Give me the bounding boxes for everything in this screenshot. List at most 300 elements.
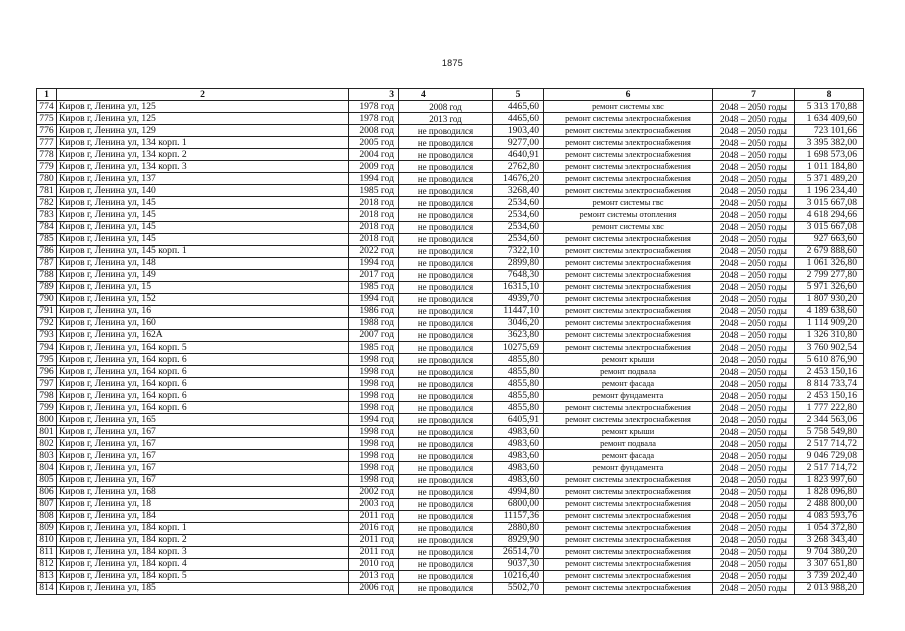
work-type-cell: ремонт системы хвс xyxy=(544,221,713,233)
commission-year-cell: 1985 год xyxy=(349,281,399,293)
repair-cost-cell: 2 453 150,16 xyxy=(795,390,864,402)
repair-cost-cell: 1 054 372,80 xyxy=(795,522,864,534)
repair-cost-cell: 5 971 326,60 xyxy=(795,281,864,293)
address-cell: Киров г, Ленина ул, 167 xyxy=(57,474,349,486)
address-cell: Киров г, Ленина ул, 145 xyxy=(57,233,349,245)
table-row xyxy=(37,113,864,125)
commission-year-cell: 2002 год xyxy=(349,486,399,498)
work-type-cell: ремонт системы отопления xyxy=(544,209,713,221)
repair-period-cell: 2048 – 2050 годы xyxy=(713,149,795,161)
last-repair-year-cell: не проводился xyxy=(399,522,493,534)
address-cell: Киров г, Ленина ул, 145 корп. 1 xyxy=(57,245,349,257)
address-cell: Киров г, Ленина ул, 167 xyxy=(57,426,349,438)
commission-year-cell: 1994 год xyxy=(349,293,399,305)
repair-period-cell: 2048 – 2050 годы xyxy=(713,233,795,245)
total-area-cell: 2534,60 xyxy=(493,209,544,221)
total-area-cell: 3623,80 xyxy=(493,329,544,341)
repair-cost-cell: 3 395 382,00 xyxy=(795,137,864,149)
work-type-cell: ремонт системы электроснабжения xyxy=(544,293,713,305)
last-repair-year-cell: не проводился xyxy=(399,221,493,233)
repair-cost-cell: 9 704 380,20 xyxy=(795,546,864,558)
repair-period-cell: 2048 – 2050 годы xyxy=(713,173,795,185)
last-repair-year-cell: не проводился xyxy=(399,185,493,197)
repair-cost-cell: 1 114 909,20 xyxy=(795,317,864,329)
table-row xyxy=(37,293,864,305)
row-number-cell: 809 xyxy=(37,522,57,534)
repair-period-cell: 2048 – 2050 годы xyxy=(713,378,795,390)
work-type-cell: ремонт фундамента xyxy=(544,462,713,474)
header-cell: 6 xyxy=(544,89,713,101)
row-number-cell: 807 xyxy=(37,498,57,510)
repair-cost-cell: 3 268 343,40 xyxy=(795,534,864,546)
work-type-cell: ремонт системы электроснабжения xyxy=(544,498,713,510)
address-cell: Киров г, Ленина ул, 184 корп. 3 xyxy=(57,546,349,558)
row-number-cell: 778 xyxy=(37,149,57,161)
repair-cost-cell: 5 371 489,20 xyxy=(795,173,864,185)
row-number-cell: 795 xyxy=(37,354,57,366)
address-cell: Киров г, Ленина ул, 164 корп. 5 xyxy=(57,341,349,353)
header-cell: 8 xyxy=(795,89,864,101)
last-repair-year-cell: 2008 год xyxy=(399,101,493,113)
commission-year-cell: 1998 год xyxy=(349,426,399,438)
repair-cost-cell: 5 610 876,90 xyxy=(795,354,864,366)
commission-year-cell: 1998 год xyxy=(349,390,399,402)
row-number-cell: 792 xyxy=(37,317,57,329)
address-cell: Киров г, Ленина ул, 167 xyxy=(57,462,349,474)
repair-period-cell: 2048 – 2050 годы xyxy=(713,329,795,341)
commission-year-cell: 1994 год xyxy=(349,257,399,269)
address-cell: Киров г, Ленина ул, 160 xyxy=(57,317,349,329)
repair-cost-cell: 4 618 294,66 xyxy=(795,209,864,221)
repair-period-cell: 2048 – 2050 годы xyxy=(713,257,795,269)
work-type-cell: ремонт подвала xyxy=(544,438,713,450)
repair-period-cell: 2048 – 2050 годы xyxy=(713,317,795,329)
last-repair-year-cell: не проводился xyxy=(399,137,493,149)
repair-cost-cell: 2 013 988,20 xyxy=(795,582,864,594)
row-number-cell: 786 xyxy=(37,245,57,257)
repair-period-cell: 2048 – 2050 годы xyxy=(713,101,795,113)
total-area-cell: 6405,91 xyxy=(493,414,544,426)
total-area-cell: 6800,00 xyxy=(493,498,544,510)
repair-cost-cell: 5 758 549,80 xyxy=(795,426,864,438)
address-cell: Киров г, Ленина ул, 16 xyxy=(57,305,349,317)
header-cell: 7 xyxy=(713,89,795,101)
last-repair-year-cell: не проводился xyxy=(399,546,493,558)
work-type-cell: ремонт системы электроснабжения xyxy=(544,257,713,269)
repair-period-cell: 2048 – 2050 годы xyxy=(713,558,795,570)
work-type-cell: ремонт системы электроснабжения xyxy=(544,149,713,161)
repair-period-cell: 2048 – 2050 годы xyxy=(713,498,795,510)
commission-year-cell: 2016 год xyxy=(349,522,399,534)
total-area-cell: 4465,60 xyxy=(493,113,544,125)
address-cell: Киров г, Ленина ул, 148 xyxy=(57,257,349,269)
row-number-cell: 805 xyxy=(37,474,57,486)
repair-period-cell: 2048 – 2050 годы xyxy=(713,390,795,402)
table-row xyxy=(37,257,864,269)
total-area-cell: 2534,60 xyxy=(493,221,544,233)
total-area-cell: 1903,40 xyxy=(493,125,544,137)
table-row xyxy=(37,462,864,474)
row-number-cell: 793 xyxy=(37,329,57,341)
address-cell: Киров г, Ленина ул, 15 xyxy=(57,281,349,293)
repair-period-cell: 2048 – 2050 годы xyxy=(713,354,795,366)
address-cell: Киров г, Ленина ул, 164 корп. 6 xyxy=(57,354,349,366)
address-cell: Киров г, Ленина ул, 185 xyxy=(57,582,349,594)
header-cell: 2 xyxy=(57,89,349,101)
last-repair-year-cell: не проводился xyxy=(399,329,493,341)
row-number-cell: 801 xyxy=(37,426,57,438)
row-number-cell: 796 xyxy=(37,366,57,378)
header-cell: 3 xyxy=(349,89,399,101)
address-cell: Киров г, Ленина ул, 134 корп. 2 xyxy=(57,149,349,161)
commission-year-cell: 2008 год xyxy=(349,125,399,137)
repair-period-cell: 2048 – 2050 годы xyxy=(713,293,795,305)
table-row xyxy=(37,426,864,438)
total-area-cell: 16315,10 xyxy=(493,281,544,293)
total-area-cell: 4994,80 xyxy=(493,486,544,498)
repair-cost-cell: 1 634 409,60 xyxy=(795,113,864,125)
commission-year-cell: 2006 год xyxy=(349,582,399,594)
work-type-cell: ремонт системы электроснабжения xyxy=(544,233,713,245)
total-area-cell: 9037,30 xyxy=(493,558,544,570)
address-cell: Киров г, Ленина ул, 164 корп. 6 xyxy=(57,390,349,402)
total-area-cell: 9277,00 xyxy=(493,137,544,149)
commission-year-cell: 1985 год xyxy=(349,341,399,353)
row-number-cell: 800 xyxy=(37,414,57,426)
last-repair-year-cell: не проводился xyxy=(399,570,493,582)
table-row xyxy=(37,378,864,390)
row-number-cell: 797 xyxy=(37,378,57,390)
table-row xyxy=(37,173,864,185)
commission-year-cell: 2018 год xyxy=(349,221,399,233)
address-cell: Киров г, Ленина ул, 145 xyxy=(57,221,349,233)
work-type-cell: ремонт системы электроснабжения xyxy=(544,137,713,149)
repair-period-cell: 2048 – 2050 годы xyxy=(713,462,795,474)
last-repair-year-cell: не проводился xyxy=(399,173,493,185)
header-cell: 1 xyxy=(37,89,57,101)
commission-year-cell: 1998 год xyxy=(349,354,399,366)
address-cell: Киров г, Ленина ул, 165 xyxy=(57,414,349,426)
commission-year-cell: 1994 год xyxy=(349,173,399,185)
last-repair-year-cell: не проводился xyxy=(399,245,493,257)
repair-cost-cell: 1 011 184,80 xyxy=(795,161,864,173)
address-cell: Киров г, Ленина ул, 167 xyxy=(57,450,349,462)
work-type-cell: ремонт системы электроснабжения xyxy=(544,161,713,173)
commission-year-cell: 1998 год xyxy=(349,378,399,390)
repair-cost-cell: 2 453 150,16 xyxy=(795,366,864,378)
commission-year-cell: 1978 год xyxy=(349,101,399,113)
total-area-cell: 4983,60 xyxy=(493,462,544,474)
header-cell: 4 xyxy=(399,89,493,101)
work-type-cell: ремонт системы электроснабжения xyxy=(544,474,713,486)
work-type-cell: ремонт системы электроснабжения xyxy=(544,305,713,317)
total-area-cell: 4983,60 xyxy=(493,438,544,450)
row-number-cell: 784 xyxy=(37,221,57,233)
repair-period-cell: 2048 – 2050 годы xyxy=(713,426,795,438)
commission-year-cell: 2018 год xyxy=(349,209,399,221)
repair-period-cell: 2048 – 2050 годы xyxy=(713,305,795,317)
total-area-cell: 4983,60 xyxy=(493,474,544,486)
repair-period-cell: 2048 – 2050 годы xyxy=(713,582,795,594)
address-cell: Киров г, Ленина ул, 152 xyxy=(57,293,349,305)
table-row xyxy=(37,161,864,173)
total-area-cell: 4939,70 xyxy=(493,293,544,305)
row-number-cell: 790 xyxy=(37,293,57,305)
table-row xyxy=(37,354,864,366)
repair-period-cell: 2048 – 2050 годы xyxy=(713,450,795,462)
last-repair-year-cell: не проводился xyxy=(399,366,493,378)
commission-year-cell: 1998 год xyxy=(349,474,399,486)
repair-period-cell: 2048 – 2050 годы xyxy=(713,510,795,522)
commission-year-cell: 1986 год xyxy=(349,305,399,317)
commission-year-cell: 2011 год xyxy=(349,510,399,522)
work-type-cell: ремонт системы электроснабжения xyxy=(544,558,713,570)
repair-period-cell: 2048 – 2050 годы xyxy=(713,366,795,378)
last-repair-year-cell: не проводился xyxy=(399,149,493,161)
work-type-cell: ремонт системы электроснабжения xyxy=(544,113,713,125)
total-area-cell: 4855,80 xyxy=(493,354,544,366)
work-type-cell: ремонт системы электроснабжения xyxy=(544,582,713,594)
address-cell: Киров г, Ленина ул, 184 корп. 4 xyxy=(57,558,349,570)
last-repair-year-cell: не проводился xyxy=(399,534,493,546)
work-type-cell: ремонт системы электроснабжения xyxy=(544,329,713,341)
total-area-cell: 4983,60 xyxy=(493,426,544,438)
work-type-cell: ремонт системы электроснабжения xyxy=(544,269,713,281)
total-area-cell: 4640,91 xyxy=(493,149,544,161)
last-repair-year-cell: не проводился xyxy=(399,305,493,317)
last-repair-year-cell: не проводился xyxy=(399,197,493,209)
table-row xyxy=(37,438,864,450)
repair-cost-cell: 1 823 997,60 xyxy=(795,474,864,486)
repair-cost-cell: 1 828 096,80 xyxy=(795,486,864,498)
repair-period-cell: 2048 – 2050 годы xyxy=(713,185,795,197)
total-area-cell: 2534,60 xyxy=(493,233,544,245)
address-cell: Киров г, Ленина ул, 184 корп. 5 xyxy=(57,570,349,582)
table-row xyxy=(37,149,864,161)
commission-year-cell: 1994 год xyxy=(349,414,399,426)
table-row xyxy=(37,233,864,245)
work-type-cell: ремонт крыши xyxy=(544,426,713,438)
row-number-cell: 777 xyxy=(37,137,57,149)
last-repair-year-cell: не проводился xyxy=(399,474,493,486)
address-cell: Киров г, Ленина ул, 134 корп. 1 xyxy=(57,137,349,149)
commission-year-cell: 1998 год xyxy=(349,402,399,414)
address-cell: Киров г, Ленина ул, 162А xyxy=(57,329,349,341)
table-row xyxy=(37,534,864,546)
total-area-cell: 2762,80 xyxy=(493,161,544,173)
repair-cost-cell: 4 189 638,60 xyxy=(795,305,864,317)
repair-cost-cell: 2 799 277,80 xyxy=(795,269,864,281)
last-repair-year-cell: не проводился xyxy=(399,233,493,245)
total-area-cell: 4855,80 xyxy=(493,378,544,390)
total-area-cell: 7322,10 xyxy=(493,245,544,257)
table-row xyxy=(37,125,864,137)
table-row xyxy=(37,341,864,353)
total-area-cell: 14676,20 xyxy=(493,173,544,185)
total-area-cell: 4983,60 xyxy=(493,450,544,462)
commission-year-cell: 1988 год xyxy=(349,317,399,329)
table-row xyxy=(37,221,864,233)
work-type-cell: ремонт системы электроснабжения xyxy=(544,245,713,257)
row-number-cell: 783 xyxy=(37,209,57,221)
row-number-cell: 775 xyxy=(37,113,57,125)
work-type-cell: ремонт системы гвс xyxy=(544,197,713,209)
last-repair-year-cell: не проводился xyxy=(399,257,493,269)
repair-cost-cell: 5 313 170,88 xyxy=(795,101,864,113)
total-area-cell: 3046,20 xyxy=(493,317,544,329)
work-type-cell: ремонт системы хвс xyxy=(544,101,713,113)
repair-cost-cell: 1 698 573,06 xyxy=(795,149,864,161)
last-repair-year-cell: не проводился xyxy=(399,378,493,390)
row-number-cell: 803 xyxy=(37,450,57,462)
table-row xyxy=(37,197,864,209)
repair-cost-cell: 927 663,60 xyxy=(795,233,864,245)
row-number-cell: 811 xyxy=(37,546,57,558)
row-number-cell: 808 xyxy=(37,510,57,522)
last-repair-year-cell: не проводился xyxy=(399,510,493,522)
row-number-cell: 787 xyxy=(37,257,57,269)
row-number-cell: 806 xyxy=(37,486,57,498)
address-cell: Киров г, Ленина ул, 129 xyxy=(57,125,349,137)
last-repair-year-cell: не проводился xyxy=(399,269,493,281)
table-row xyxy=(37,498,864,510)
row-number-cell: 810 xyxy=(37,534,57,546)
work-type-cell: ремонт системы электроснабжения xyxy=(544,185,713,197)
address-cell: Киров г, Ленина ул, 145 xyxy=(57,209,349,221)
row-number-cell: 794 xyxy=(37,341,57,353)
commission-year-cell: 2004 год xyxy=(349,149,399,161)
table-row xyxy=(37,414,864,426)
work-type-cell: ремонт системы электроснабжения xyxy=(544,486,713,498)
total-area-cell: 5502,70 xyxy=(493,582,544,594)
table-row xyxy=(37,101,864,113)
table-row xyxy=(37,281,864,293)
commission-year-cell: 2022 год xyxy=(349,245,399,257)
row-number-cell: 776 xyxy=(37,125,57,137)
table-row xyxy=(37,474,864,486)
total-area-cell: 2880,80 xyxy=(493,522,544,534)
address-cell: Киров г, Ленина ул, 167 xyxy=(57,438,349,450)
repair-period-cell: 2048 – 2050 годы xyxy=(713,474,795,486)
repair-cost-cell: 1 196 234,40 xyxy=(795,185,864,197)
row-number-cell: 813 xyxy=(37,570,57,582)
page-number: 1875 xyxy=(441,58,464,68)
commission-year-cell: 2003 год xyxy=(349,498,399,510)
table-row xyxy=(37,390,864,402)
commission-year-cell: 2005 год xyxy=(349,137,399,149)
header-row xyxy=(37,89,864,101)
repair-cost-cell: 3 739 202,40 xyxy=(795,570,864,582)
total-area-cell: 11447,10 xyxy=(493,305,544,317)
row-number-cell: 798 xyxy=(37,390,57,402)
work-type-cell: ремонт системы электроснабжения xyxy=(544,570,713,582)
address-cell: Киров г, Ленина ул, 145 xyxy=(57,197,349,209)
commission-year-cell: 2013 год xyxy=(349,570,399,582)
last-repair-year-cell: не проводился xyxy=(399,317,493,329)
last-repair-year-cell: не проводился xyxy=(399,209,493,221)
repair-cost-cell: 1 061 326,80 xyxy=(795,257,864,269)
address-cell: Киров г, Ленина ул, 125 xyxy=(57,101,349,113)
repair-cost-cell: 3 760 902,54 xyxy=(795,341,864,353)
repair-cost-cell: 3 307 651,80 xyxy=(795,558,864,570)
repair-period-cell: 2048 – 2050 годы xyxy=(713,534,795,546)
work-type-cell: ремонт подвала xyxy=(544,366,713,378)
last-repair-year-cell: не проводился xyxy=(399,486,493,498)
address-cell: Киров г, Ленина ул, 184 xyxy=(57,510,349,522)
work-type-cell: ремонт системы электроснабжения xyxy=(544,510,713,522)
address-cell: Киров г, Ленина ул, 125 xyxy=(57,113,349,125)
total-area-cell: 4855,80 xyxy=(493,402,544,414)
address-cell: Киров г, Ленина ул, 134 корп. 3 xyxy=(57,161,349,173)
total-area-cell: 4855,80 xyxy=(493,390,544,402)
total-area-cell: 3268,40 xyxy=(493,185,544,197)
commission-year-cell: 1998 год xyxy=(349,462,399,474)
work-type-cell: ремонт системы электроснабжения xyxy=(544,341,713,353)
last-repair-year-cell: не проводился xyxy=(399,293,493,305)
commission-year-cell: 2011 год xyxy=(349,546,399,558)
last-repair-year-cell: не проводился xyxy=(399,281,493,293)
last-repair-year-cell: не проводился xyxy=(399,558,493,570)
table-body xyxy=(37,101,864,595)
row-number-cell: 774 xyxy=(37,101,57,113)
work-type-cell: ремонт фасада xyxy=(544,378,713,390)
repair-cost-cell: 8 814 733,74 xyxy=(795,378,864,390)
work-type-cell: ремонт системы электроснабжения xyxy=(544,534,713,546)
row-number-cell: 804 xyxy=(37,462,57,474)
table-row xyxy=(37,329,864,341)
work-type-cell: ремонт системы электроснабжения xyxy=(544,125,713,137)
repair-period-cell: 2048 – 2050 годы xyxy=(713,113,795,125)
repair-period-cell: 2048 – 2050 годы xyxy=(713,402,795,414)
repair-cost-cell: 1 326 310,80 xyxy=(795,329,864,341)
work-type-cell: ремонт системы электроснабжения xyxy=(544,402,713,414)
commission-year-cell: 2017 год xyxy=(349,269,399,281)
repair-period-cell: 2048 – 2050 годы xyxy=(713,209,795,221)
table-row xyxy=(37,582,864,594)
row-number-cell: 785 xyxy=(37,233,57,245)
repair-period-cell: 2048 – 2050 годы xyxy=(713,269,795,281)
repair-period-cell: 2048 – 2050 годы xyxy=(713,125,795,137)
repair-cost-cell: 2 517 714,72 xyxy=(795,462,864,474)
repair-cost-cell: 2 679 888,60 xyxy=(795,245,864,257)
repair-cost-cell: 3 015 667,08 xyxy=(795,221,864,233)
repair-cost-cell: 3 015 667,08 xyxy=(795,197,864,209)
last-repair-year-cell: не проводился xyxy=(399,450,493,462)
row-number-cell: 814 xyxy=(37,582,57,594)
last-repair-year-cell: 2013 год xyxy=(399,113,493,125)
last-repair-year-cell: не проводился xyxy=(399,438,493,450)
table-row xyxy=(37,317,864,329)
address-cell: Киров г, Ленина ул, 140 xyxy=(57,185,349,197)
commission-year-cell: 1978 год xyxy=(349,113,399,125)
repair-period-cell: 2048 – 2050 годы xyxy=(713,221,795,233)
table-row xyxy=(37,546,864,558)
table-row xyxy=(37,137,864,149)
work-type-cell: ремонт системы электроснабжения xyxy=(544,281,713,293)
work-type-cell: ремонт крыши xyxy=(544,354,713,366)
work-type-cell: ремонт системы электроснабжения xyxy=(544,546,713,558)
commission-year-cell: 2018 год xyxy=(349,233,399,245)
table-row xyxy=(37,450,864,462)
work-type-cell: ремонт системы электроснабжения xyxy=(544,173,713,185)
commission-year-cell: 2018 год xyxy=(349,197,399,209)
repair-period-cell: 2048 – 2050 годы xyxy=(713,546,795,558)
table-row xyxy=(37,486,864,498)
repair-period-cell: 2048 – 2050 годы xyxy=(713,245,795,257)
row-number-cell: 812 xyxy=(37,558,57,570)
last-repair-year-cell: не проводился xyxy=(399,462,493,474)
work-type-cell: ремонт системы электроснабжения xyxy=(544,522,713,534)
